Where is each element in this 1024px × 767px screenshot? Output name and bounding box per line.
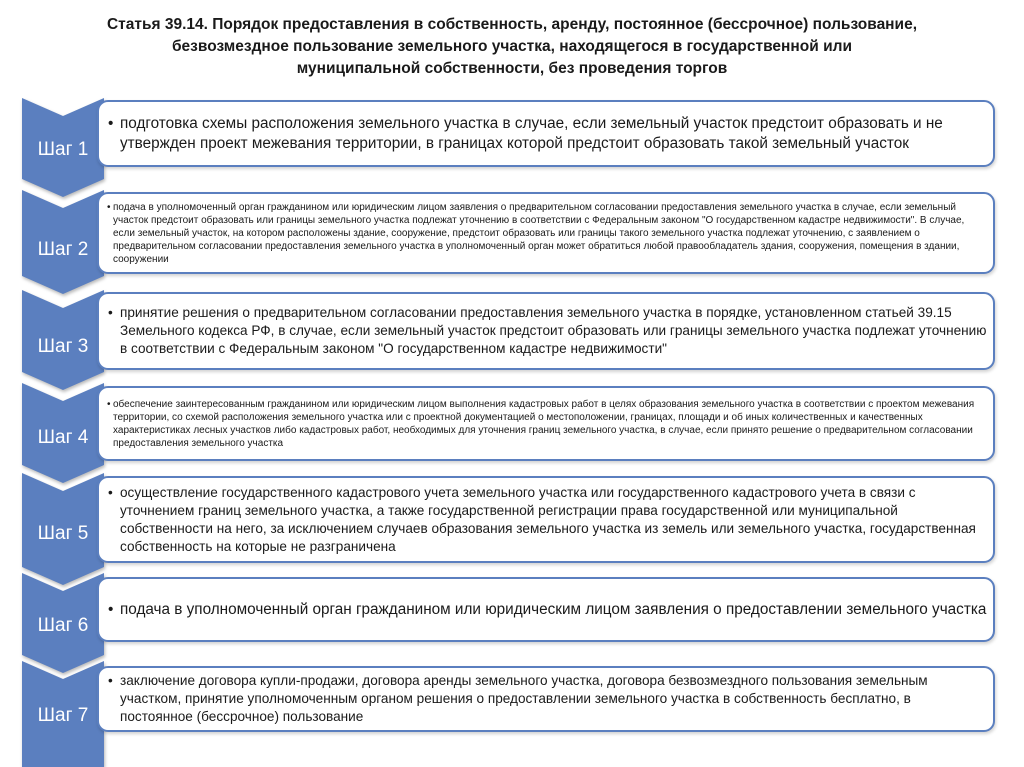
step-1-label: Шаг 1 <box>37 139 89 160</box>
step-7-label: Шаг 7 <box>37 705 89 726</box>
step-1-text: подготовка схемы расположения земельного участка в случае, если земельный участок предстоит образовать и не утвержден проект межевания территории, в границах которой предстоит образовать такой земельный участок <box>120 114 943 152</box>
step-2-chevron <box>22 190 104 294</box>
step-7-text: заключение договора купли-продажи, договора аренды земельного участка, договора безвозмездного пользования земельным участком, принятие уполномоченным органом решения о предоставлении земельного участка в собственность бесплатно, в постоянное (бессрочное) пользование <box>120 673 928 724</box>
step-2-text: подача в уполномоченный орган гражданином или юридическим лицом заявления о предварительном согласовании предоставления земельного участка в случае, если земельный участок предстоит образовать или границы земельного участка подлежат уточнению в соответствии с Федеральным законом "О государственном кадастре недвижимости". В случае, если земельный участок, на котором расположены здание, сооружение, предстоит образовать или границы такого земельного участка подлежат уточнению, с заявлением о предварительном согласовании предоставления земельного участка в уполномоченный орган может обратиться любой правообладатель здания, сооружения, помещения в здании, сооружении <box>113 201 965 265</box>
bullet-2: • <box>107 201 111 213</box>
step-3-label: Шаг 3 <box>37 336 89 357</box>
step-1-chevron <box>22 98 104 197</box>
step-4-label: Шаг 4 <box>37 427 89 448</box>
title-line-2: безвозмездное пользование земельного участка, находящегося в государственной или <box>171 38 852 55</box>
step-6-box <box>97 577 995 642</box>
bullet-1: • <box>108 114 114 132</box>
step-4-box <box>97 386 995 461</box>
step-5-chevron <box>22 473 104 585</box>
step-2-label: Шаг 2 <box>37 239 89 260</box>
step-2-box <box>97 192 995 274</box>
step-7-box <box>97 666 995 732</box>
bullet-7: • <box>108 673 113 688</box>
step-5-label: Шаг 5 <box>37 523 89 544</box>
step-4-chevron <box>22 383 104 483</box>
step-3-chevron <box>22 290 104 390</box>
step-6-chevron <box>22 573 104 673</box>
step-4-text: обеспечение заинтересованным гражданином или юридическим лицом выполнения кадастровых работ в целях образования земельного участка в соответствии с проектом межевания территории, со схемой расположения земельного участка или с проектной документацией о местоположении, границах, площади и об иных количественных и качественных характеристиках лесных участков либо кадастровых работ, необходимых для уточнения границ земельного участка, в случае, если принято решение о предварительном согласовании предоставления земельного участка <box>113 398 975 449</box>
step-3-box <box>97 292 995 370</box>
step-1-box <box>97 100 995 167</box>
title-line-1: Статья 39.14. Порядок предоставления в собственность, аренду, постоянное (бессрочное) пользование, <box>106 16 918 33</box>
bullet-6: • <box>108 600 114 618</box>
page-title <box>20 14 1004 80</box>
bullet-3: • <box>108 305 113 320</box>
step-7-chevron <box>22 661 104 767</box>
step-6-label: Шаг 6 <box>37 615 89 636</box>
step-3-text: принятие решения о предварительном согласовании предоставления земельного участка в порядке, установленном статьей 39.15 Земельного кодекса РФ, в случае, если земельный участок предстоит образовать или границы земельного участка подлежат уточнению в соответствии с Федеральным законом "О государственном кадастре недвижимости" <box>120 305 987 356</box>
step-5-text: осуществление государственного кадастрового учета земельного участка или государственного кадастрового учета в связи с уточнением границ земельного участка, а также государственной регистрации права государственной или муниципальной собственности на него, за исключением случаев образования земельного участка из земель или земельного участка, государственная собственность на которые не разграничена <box>120 484 976 554</box>
bullet-5: • <box>108 484 113 500</box>
title-line-3: муниципальной собственности, без проведения торгов <box>296 60 728 77</box>
step-5-box <box>97 476 995 563</box>
step-6-text: подача в уполномоченный орган гражданином или юридическим лицом заявления о предоставлении земельного участка <box>120 600 987 618</box>
bullet-4: • <box>107 398 111 410</box>
